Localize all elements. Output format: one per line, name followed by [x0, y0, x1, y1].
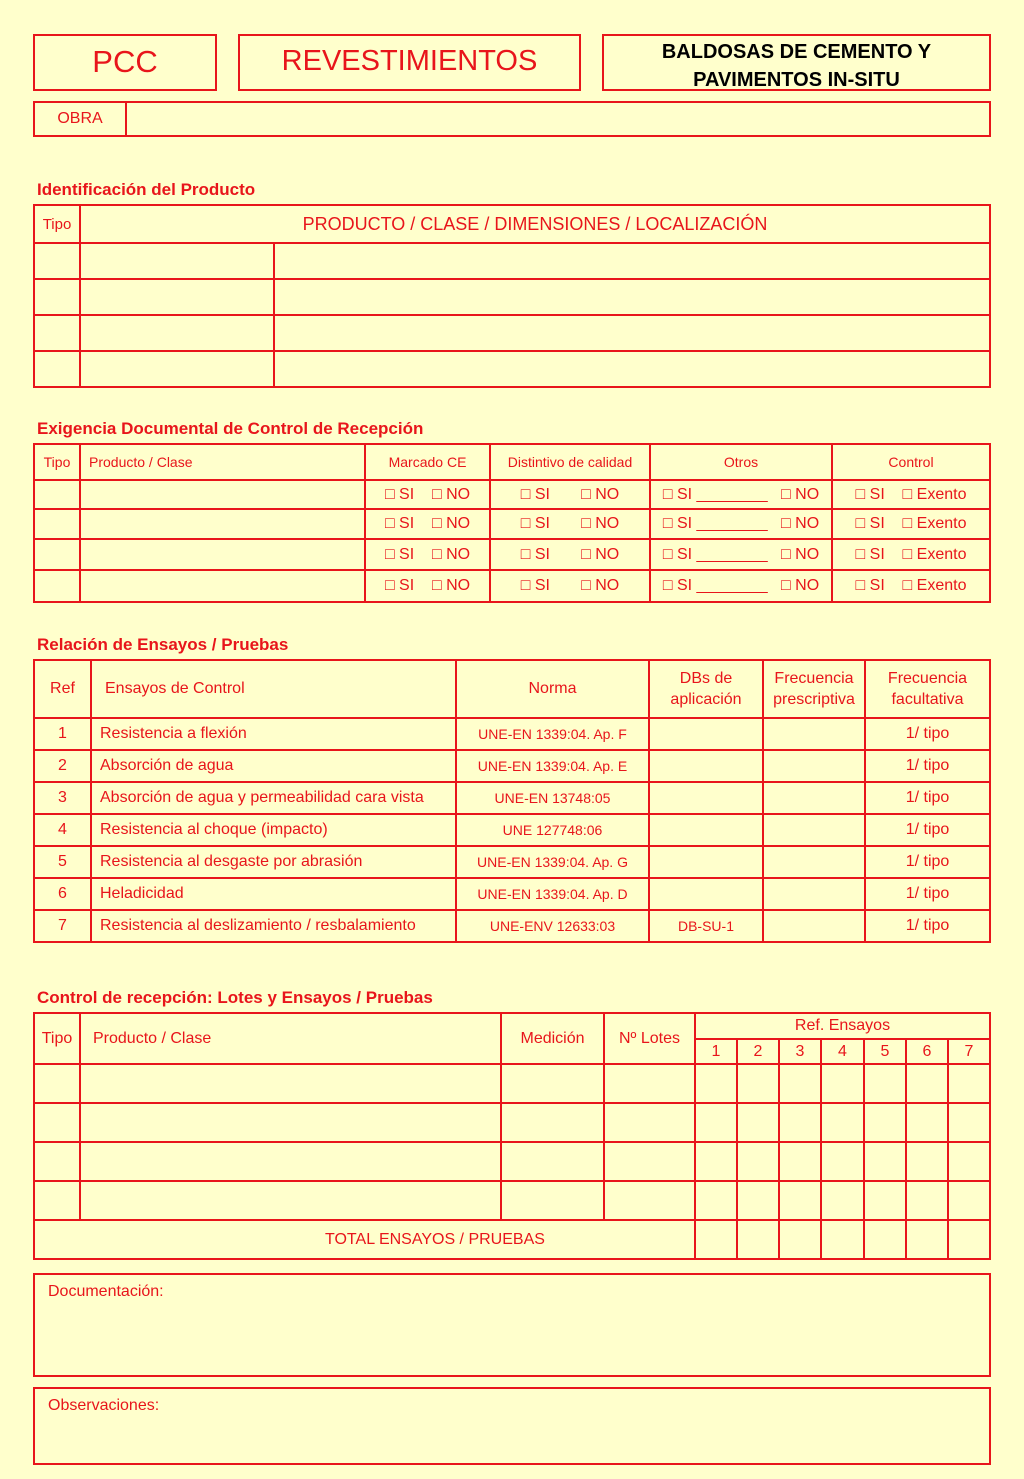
otros-si-checkbox[interactable]: □ SI ________: [662, 515, 768, 532]
ensayo-frec-f: 1/ tipo: [865, 878, 990, 910]
distintivo-si-checkbox[interactable]: □ SI: [520, 545, 550, 563]
ensayo-name: Resistencia al deslizamiento / resbalamiento: [91, 910, 456, 942]
table-cell[interactable]: [34, 480, 80, 509]
table-cell[interactable]: [80, 279, 274, 315]
distintivo-no-checkbox[interactable]: □ NO: [581, 577, 620, 594]
ensayos-col-ref: Ref: [34, 660, 91, 718]
table-cell[interactable]: [864, 1103, 906, 1142]
ensayo-frec-p[interactable]: [763, 814, 865, 846]
table-cell[interactable]: [274, 243, 990, 279]
table-cell[interactable]: [779, 1142, 821, 1181]
total-cell[interactable]: [821, 1220, 864, 1259]
ensayo-frec-f: 1/ tipo: [865, 846, 990, 878]
marcado-si-checkbox[interactable]: □ SI: [384, 577, 415, 594]
control-exento-checkbox[interactable]: □ Exento: [902, 545, 967, 563]
header-code: PCC: [92, 44, 158, 79]
ensayo-norma: UNE-EN 1339:04. Ap. D: [456, 878, 649, 910]
ensayo-name: Absorción de agua y permeabilidad cara vista: [91, 782, 456, 814]
ensayo-frec-p[interactable]: [763, 910, 865, 942]
table-cell[interactable]: [906, 1064, 948, 1103]
total-cell[interactable]: [864, 1220, 906, 1259]
table-cell[interactable]: [80, 509, 365, 539]
distintivo-si-checkbox[interactable]: □ SI: [520, 577, 550, 594]
marcado-no-checkbox[interactable]: □ NO: [431, 515, 471, 532]
table-row: [34, 782, 990, 814]
lotes-col-medicion: Medición: [501, 1013, 604, 1064]
marcado-si-checkbox[interactable]: □ SI: [384, 545, 415, 563]
ensayo-norma: UNE 127748:06: [456, 814, 649, 846]
table-cell[interactable]: [906, 1142, 948, 1181]
lotes-ref-5: 5: [864, 1039, 906, 1064]
table-cell[interactable]: [34, 351, 80, 387]
ensayos-col-frec-p: [763, 660, 865, 718]
table-cell[interactable]: [906, 1103, 948, 1142]
identificacion-col-tipo: Tipo: [34, 205, 80, 243]
table-cell[interactable]: [821, 1064, 864, 1103]
table-cell[interactable]: [80, 539, 365, 570]
table-row: [34, 718, 990, 750]
table-cell[interactable]: [34, 570, 80, 602]
ensayo-ref: 6: [34, 878, 91, 910]
table-row: [34, 1103, 990, 1142]
lotes-ref-4: 4: [821, 1039, 864, 1064]
lotes-col-ref-ensayos: Ref. Ensayos: [695, 1013, 990, 1039]
total-label: TOTAL ENSAYOS / PRUEBAS: [34, 1220, 695, 1259]
table-cell[interactable]: [695, 1103, 737, 1142]
distintivo-no-checkbox[interactable]: □ NO: [581, 515, 620, 532]
ensayo-frec-f: 1/ tipo: [865, 910, 990, 942]
table-cell[interactable]: [604, 1064, 695, 1103]
table-cell[interactable]: [34, 539, 80, 570]
ensayo-dbs[interactable]: [649, 814, 763, 846]
table-cell[interactable]: [80, 351, 274, 387]
ensayo-frec-f: 1/ tipo: [865, 814, 990, 846]
documentacion-label: Documentación:: [48, 1283, 164, 1300]
otros-si-checkbox[interactable]: □ SI ________: [662, 577, 768, 594]
ensayos-col-frec-f-line1: Frecuencia: [887, 670, 968, 687]
ensayos-col-ensayo: Ensayos de Control: [91, 660, 456, 718]
marcado-no-checkbox[interactable]: □ NO: [431, 545, 471, 563]
ensayo-frec-p[interactable]: [763, 750, 865, 782]
identificacion-title: Identificación del Producto: [37, 180, 256, 199]
table-cell[interactable]: [274, 279, 990, 315]
table-cell[interactable]: [80, 243, 274, 279]
ensayo-norma: UNE-ENV 12633:03: [456, 910, 649, 942]
table-row: [34, 1181, 990, 1220]
table-row: [34, 910, 990, 942]
observaciones-label: Observaciones:: [48, 1397, 160, 1414]
marcado-si-checkbox[interactable]: □ SI: [384, 515, 415, 532]
lotes-col-lotes: Nº Lotes: [604, 1013, 695, 1064]
lotes-col-tipo: Tipo: [34, 1013, 80, 1064]
table-cell[interactable]: [80, 1181, 501, 1220]
ensayo-name: Heladicidad: [91, 878, 456, 910]
ensayo-norma: UNE-EN 1339:04. Ap. E: [456, 750, 649, 782]
otros-si-checkbox[interactable]: □ SI ________: [662, 485, 768, 503]
marcado-no-checkbox[interactable]: □ NO: [431, 577, 471, 594]
ensayo-ref: 1: [34, 718, 91, 750]
table-cell[interactable]: [34, 509, 80, 539]
table-cell[interactable]: [80, 480, 365, 509]
distintivo-no-checkbox[interactable]: □ NO: [581, 545, 620, 563]
ensayo-name: Resistencia al choque (impacto): [91, 814, 456, 846]
obra-field[interactable]: [126, 102, 990, 136]
table-cell[interactable]: [737, 1142, 779, 1181]
lotes-title: Control de recepción: Lotes y Ensayos / Pruebas: [37, 988, 433, 1007]
lotes-col-producto: Producto / Clase: [80, 1013, 501, 1064]
table-cell[interactable]: [34, 1181, 80, 1220]
table-cell[interactable]: [821, 1142, 864, 1181]
distintivo-si-checkbox[interactable]: □ SI: [520, 485, 550, 503]
table-row: [34, 846, 990, 878]
otros-no-checkbox[interactable]: □ NO: [781, 545, 820, 563]
ensayo-dbs[interactable]: [649, 718, 763, 750]
table-cell[interactable]: [779, 1064, 821, 1103]
lotes-ref-1: 1: [695, 1039, 737, 1064]
ensayos-title: Relación de Ensayos / Pruebas: [37, 635, 289, 654]
table-cell[interactable]: [948, 1181, 990, 1220]
table-cell[interactable]: [695, 1181, 737, 1220]
marcado-no-checkbox[interactable]: □ NO: [431, 485, 471, 503]
identificacion-col-producto: PRODUCTO / CLASE / DIMENSIONES / LOCALIZACIÓN: [80, 205, 990, 243]
ensayo-dbs[interactable]: [649, 878, 763, 910]
table-cell[interactable]: [948, 1064, 990, 1103]
ensayos-col-dbs-line1: DBs de: [679, 670, 733, 687]
ensayo-frec-f: 1/ tipo: [865, 750, 990, 782]
lotes-ref-6: 6: [906, 1039, 948, 1064]
ensayo-dbs[interactable]: [649, 846, 763, 878]
ensayo-frec-p[interactable]: [763, 718, 865, 750]
table-cell[interactable]: [501, 1142, 604, 1181]
exigencia-table: [33, 443, 991, 603]
ensayo-ref: 3: [34, 782, 91, 814]
ensayos-col-frec-f: [865, 660, 990, 718]
table-row: [34, 814, 990, 846]
observaciones-box[interactable]: [33, 1387, 991, 1465]
table-cell[interactable]: [34, 243, 80, 279]
exigencia-col-distintivo: Distintivo de calidad: [490, 444, 650, 480]
obra-label: OBRA: [34, 102, 126, 136]
header-title-line2: PAVIMENTOS IN-SITU: [693, 69, 900, 91]
exigencia-col-producto: Producto / Clase: [80, 444, 365, 480]
ensayos-col-norma: Norma: [456, 660, 649, 718]
lotes-table: [33, 1012, 991, 1260]
total-cell[interactable]: [695, 1220, 737, 1259]
table-cell[interactable]: [779, 1181, 821, 1220]
ensayo-ref: 7: [34, 910, 91, 942]
distintivo-si-checkbox[interactable]: □ SI: [520, 515, 550, 532]
distintivo-no-checkbox[interactable]: □ NO: [581, 485, 620, 503]
table-cell[interactable]: [604, 1181, 695, 1220]
otros-no-checkbox[interactable]: □ NO: [781, 485, 820, 503]
control-si-checkbox[interactable]: □ SI: [855, 545, 885, 563]
table-cell[interactable]: [501, 1181, 604, 1220]
table-cell[interactable]: [34, 1064, 80, 1103]
table-cell[interactable]: [604, 1103, 695, 1142]
table-cell[interactable]: [501, 1064, 604, 1103]
table-cell[interactable]: [737, 1064, 779, 1103]
table-cell[interactable]: [737, 1181, 779, 1220]
otros-si-checkbox[interactable]: □ SI ________: [662, 545, 768, 563]
header-category: REVESTIMIENTOS: [281, 45, 538, 77]
otros-no-checkbox[interactable]: □ NO: [781, 515, 820, 532]
ensayos-col-frec-f-line2: facultativa: [891, 691, 964, 708]
table-cell[interactable]: [821, 1103, 864, 1142]
table-cell[interactable]: [604, 1142, 695, 1181]
total-cell[interactable]: [948, 1220, 990, 1259]
ensayo-dbs[interactable]: [649, 782, 763, 814]
ensayo-frec-p[interactable]: [763, 846, 865, 878]
table-cell[interactable]: [695, 1142, 737, 1181]
total-row: [34, 1220, 990, 1259]
control-si-checkbox[interactable]: □ SI: [855, 485, 885, 503]
ensayos-col-dbs: [649, 660, 763, 718]
ensayo-name: Absorción de agua: [91, 750, 456, 782]
table-cell[interactable]: [274, 315, 990, 351]
table-cell[interactable]: [80, 1103, 501, 1142]
table-row: [34, 1142, 990, 1181]
table-cell[interactable]: [737, 1103, 779, 1142]
table-cell[interactable]: [864, 1064, 906, 1103]
table-cell[interactable]: [80, 570, 365, 602]
table-cell[interactable]: [864, 1142, 906, 1181]
ensayo-norma: UNE-EN 1339:04. Ap. G: [456, 846, 649, 878]
ensayo-frec-p[interactable]: [763, 782, 865, 814]
lotes-ref-7: 7: [948, 1039, 990, 1064]
control-si-checkbox[interactable]: □ SI: [855, 515, 885, 532]
lotes-ref-3: 3: [779, 1039, 821, 1064]
exigencia-col-tipo: Tipo: [34, 444, 80, 480]
table-cell[interactable]: [34, 1103, 80, 1142]
table-cell[interactable]: [80, 1064, 501, 1103]
table-cell[interactable]: [80, 1142, 501, 1181]
ensayo-name: Resistencia a flexión: [91, 718, 456, 750]
table-cell[interactable]: [34, 315, 80, 351]
ensayo-dbs[interactable]: [649, 750, 763, 782]
obra-table: [33, 101, 991, 137]
total-cell[interactable]: [779, 1220, 821, 1259]
marcado-si-checkbox[interactable]: □ SI: [384, 485, 415, 503]
table-row: [34, 750, 990, 782]
ensayos-table: [33, 659, 991, 943]
header-title-line1: BALDOSAS DE CEMENTO Y: [661, 41, 932, 63]
ensayo-frec-f: 1/ tipo: [865, 718, 990, 750]
ensayo-ref: 2: [34, 750, 91, 782]
table-cell[interactable]: [501, 1103, 604, 1142]
control-exento-checkbox[interactable]: □ Exento: [902, 485, 967, 503]
control-exento-checkbox[interactable]: □ Exento: [902, 577, 967, 594]
table-cell[interactable]: [34, 1142, 80, 1181]
exigencia-title: Exigencia Documental de Control de Recepción: [37, 419, 424, 438]
table-cell[interactable]: [864, 1181, 906, 1220]
table-cell[interactable]: [821, 1181, 864, 1220]
control-exento-checkbox[interactable]: □ Exento: [902, 515, 967, 532]
table-cell[interactable]: [948, 1142, 990, 1181]
ensayo-frec-f: 1/ tipo: [865, 782, 990, 814]
exigencia-col-otros: Otros: [650, 444, 832, 480]
otros-no-checkbox[interactable]: □ NO: [781, 577, 820, 594]
documentacion-box[interactable]: [33, 1273, 991, 1377]
table-cell[interactable]: [80, 315, 274, 351]
ensayo-frec-p[interactable]: [763, 878, 865, 910]
table-cell[interactable]: [779, 1103, 821, 1142]
table-row: [34, 878, 990, 910]
ensayo-ref: 4: [34, 814, 91, 846]
control-si-checkbox[interactable]: □ SI: [855, 577, 885, 594]
identificacion-table: [33, 204, 991, 388]
exigencia-col-control: Control: [832, 444, 990, 480]
ensayo-name: Resistencia al desgaste por abrasión: [91, 846, 456, 878]
table-cell[interactable]: [274, 351, 990, 387]
ensayos-col-frec-p-line1: Frecuencia: [774, 670, 854, 687]
table-cell[interactable]: [906, 1181, 948, 1220]
ensayo-ref: 5: [34, 846, 91, 878]
ensayo-dbs[interactable]: DB-SU-1: [649, 910, 763, 942]
table-cell[interactable]: [34, 279, 80, 315]
table-cell[interactable]: [948, 1103, 990, 1142]
ensayo-norma: UNE-EN 1339:04. Ap. F: [456, 718, 649, 750]
total-cell[interactable]: [737, 1220, 779, 1259]
lotes-ref-2: 2: [737, 1039, 779, 1064]
ensayos-col-frec-p-line2: prescriptiva: [773, 691, 855, 708]
ensayos-col-dbs-line2: aplicación: [670, 691, 742, 708]
total-cell[interactable]: [906, 1220, 948, 1259]
exigencia-col-marcado: Marcado CE: [365, 444, 490, 480]
table-cell[interactable]: [695, 1064, 737, 1103]
ensayo-norma: UNE-EN 13748:05: [456, 782, 649, 814]
table-row: [34, 1064, 990, 1103]
